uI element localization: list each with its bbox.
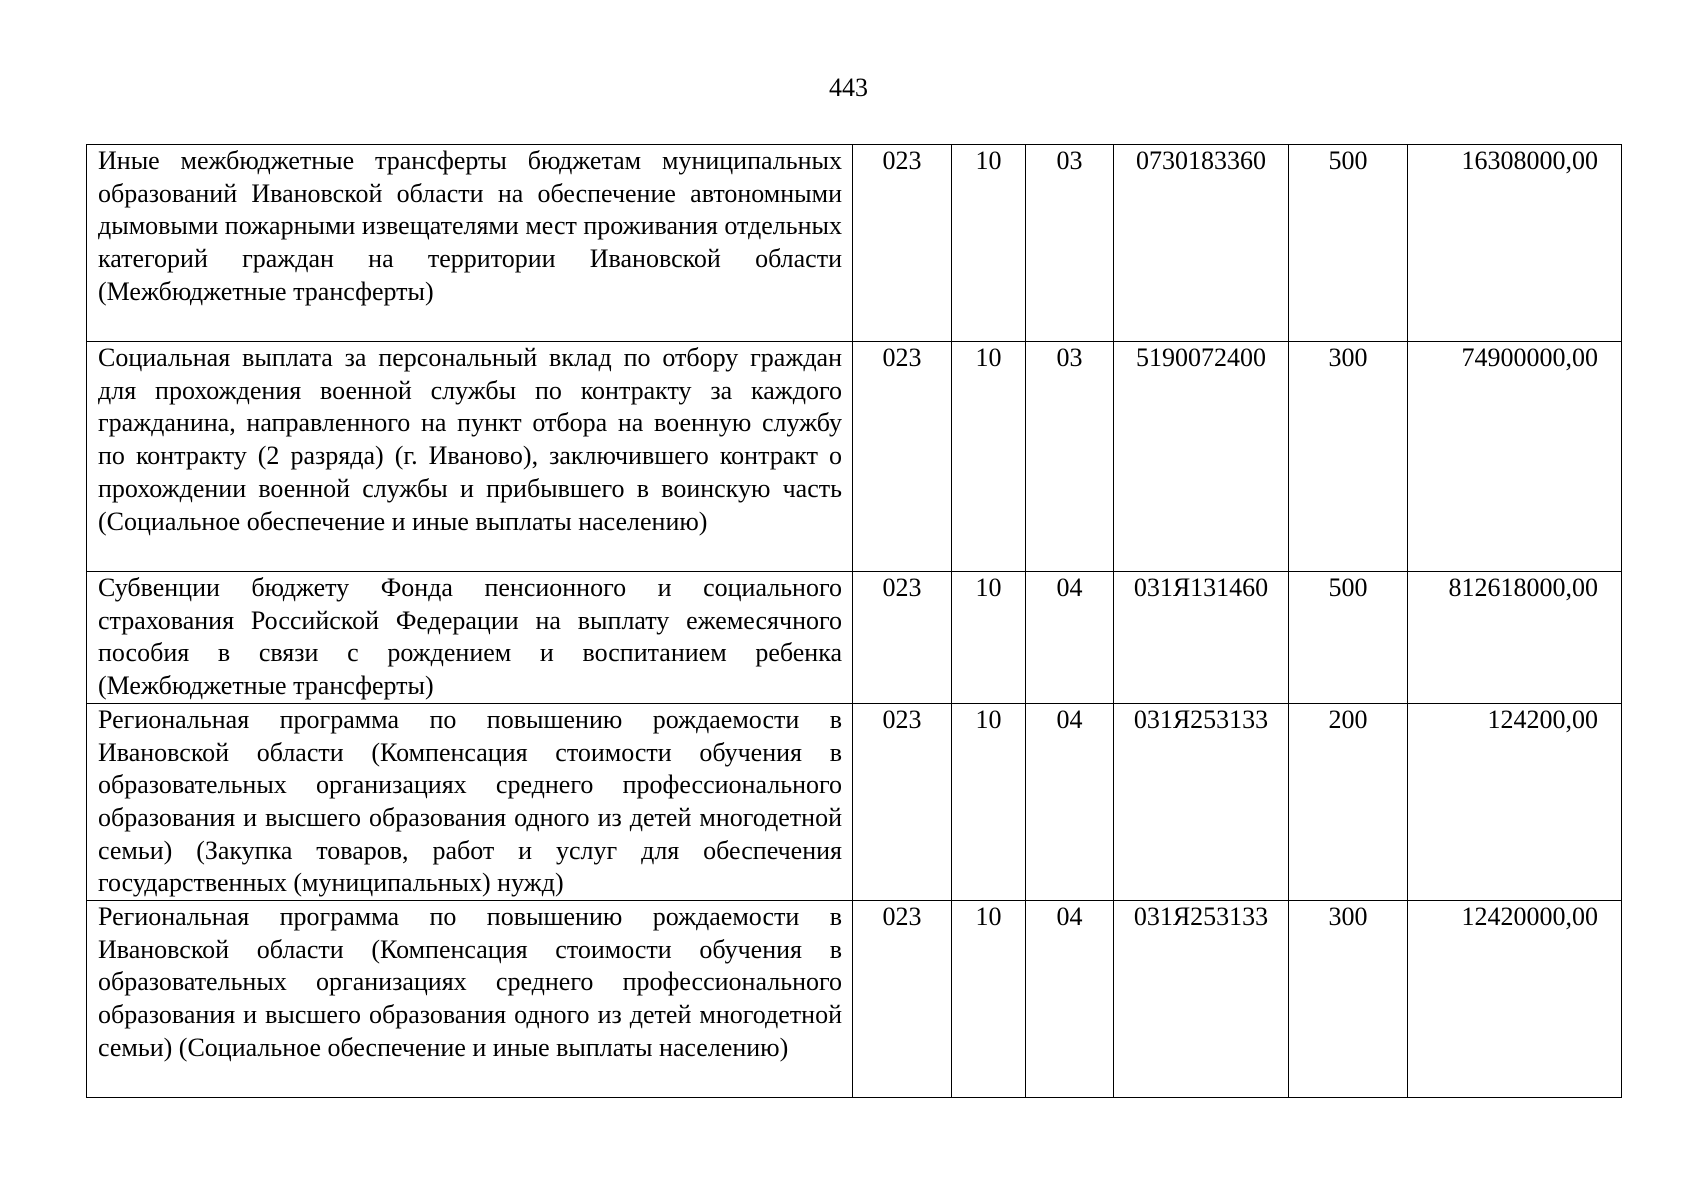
page-number: 443 [829,73,868,102]
cell-amount: 12420000,00 [1408,901,1622,1098]
cell-subsection: 04 [1026,572,1114,704]
table-row [87,572,1622,704]
cell-amount: 74900000,00 [1408,342,1622,572]
cell-section: 10 [952,145,1026,342]
cell-subsection: 03 [1026,342,1114,572]
cell-section: 10 [952,901,1026,1098]
cell-target-article: 031Я253133 [1114,703,1289,900]
cell-amount: 812618000,00 [1408,572,1622,704]
cell-target-article: 031Я253133 [1114,901,1289,1098]
cell-description: Иные межбюджетные трансферты бюджетам муниципальных образований Ивановской области на обеспечение автономными дымовыми пожарными извещателями мест проживания отдельных категорий граждан на территории Ивановской области (Межбюджетные трансферты) [87,145,853,342]
cell-amount: 16308000,00 [1408,145,1622,342]
cell-ministry: 023 [853,145,952,342]
cell-target-article: 5190072400 [1114,342,1289,572]
cell-ministry: 023 [853,703,952,900]
cell-section: 10 [952,572,1026,704]
cell-expense-type: 200 [1289,703,1408,900]
cell-target-article: 0730183360 [1114,145,1289,342]
table-row [87,145,1622,342]
table-row [87,901,1622,1098]
cell-ministry: 023 [853,901,952,1098]
cell-subsection: 04 [1026,703,1114,900]
cell-ministry: 023 [853,342,952,572]
table-row [87,703,1622,900]
cell-description: Субвенции бюджету Фонда пенсионного и социального страхования Российской Федерации на выплату ежемесячного пособия в связи с рождением и воспитанием ребенка (Межбюджетные трансферты) [87,572,853,704]
cell-target-article: 031Я131460 [1114,572,1289,704]
budget-table [86,144,1622,1098]
cell-section: 10 [952,703,1026,900]
cell-expense-type: 500 [1289,145,1408,342]
cell-description: Социальная выплата за персональный вклад по отбору граждан для прохождения военной службы по контракту за каждого гражданина, направленного на пункт отбора на военную службу по контракту (2 разряда) (г. Иваново), заключившего контракт о прохождении военной службы и прибывшего в воинскую часть (Социальное обеспечение и иные выплаты населению) [87,342,853,572]
cell-expense-type: 300 [1289,342,1408,572]
cell-expense-type: 500 [1289,572,1408,704]
cell-subsection: 04 [1026,901,1114,1098]
cell-ministry: 023 [853,572,952,704]
cell-section: 10 [952,342,1026,572]
cell-description: Региональная программа по повышению рождаемости в Ивановской области (Компенсация стоимости обучения в образовательных организациях среднего профессионального образования и высшего образования одного из детей многодетной семьи) (Социальное обеспечение и иные выплаты населению) [87,901,853,1098]
cell-amount: 124200,00 [1408,703,1622,900]
cell-subsection: 03 [1026,145,1114,342]
cell-description: Региональная программа по повышению рождаемости в Ивановской области (Компенсация стоимости обучения в образовательных организациях среднего профессионального образования и высшего образования одного из детей многодетной семьи) (Закупка товаров, работ и услуг для обеспечения государственных (муниципальных) нужд) [87,703,853,900]
table-row [87,342,1622,572]
cell-expense-type: 300 [1289,901,1408,1098]
